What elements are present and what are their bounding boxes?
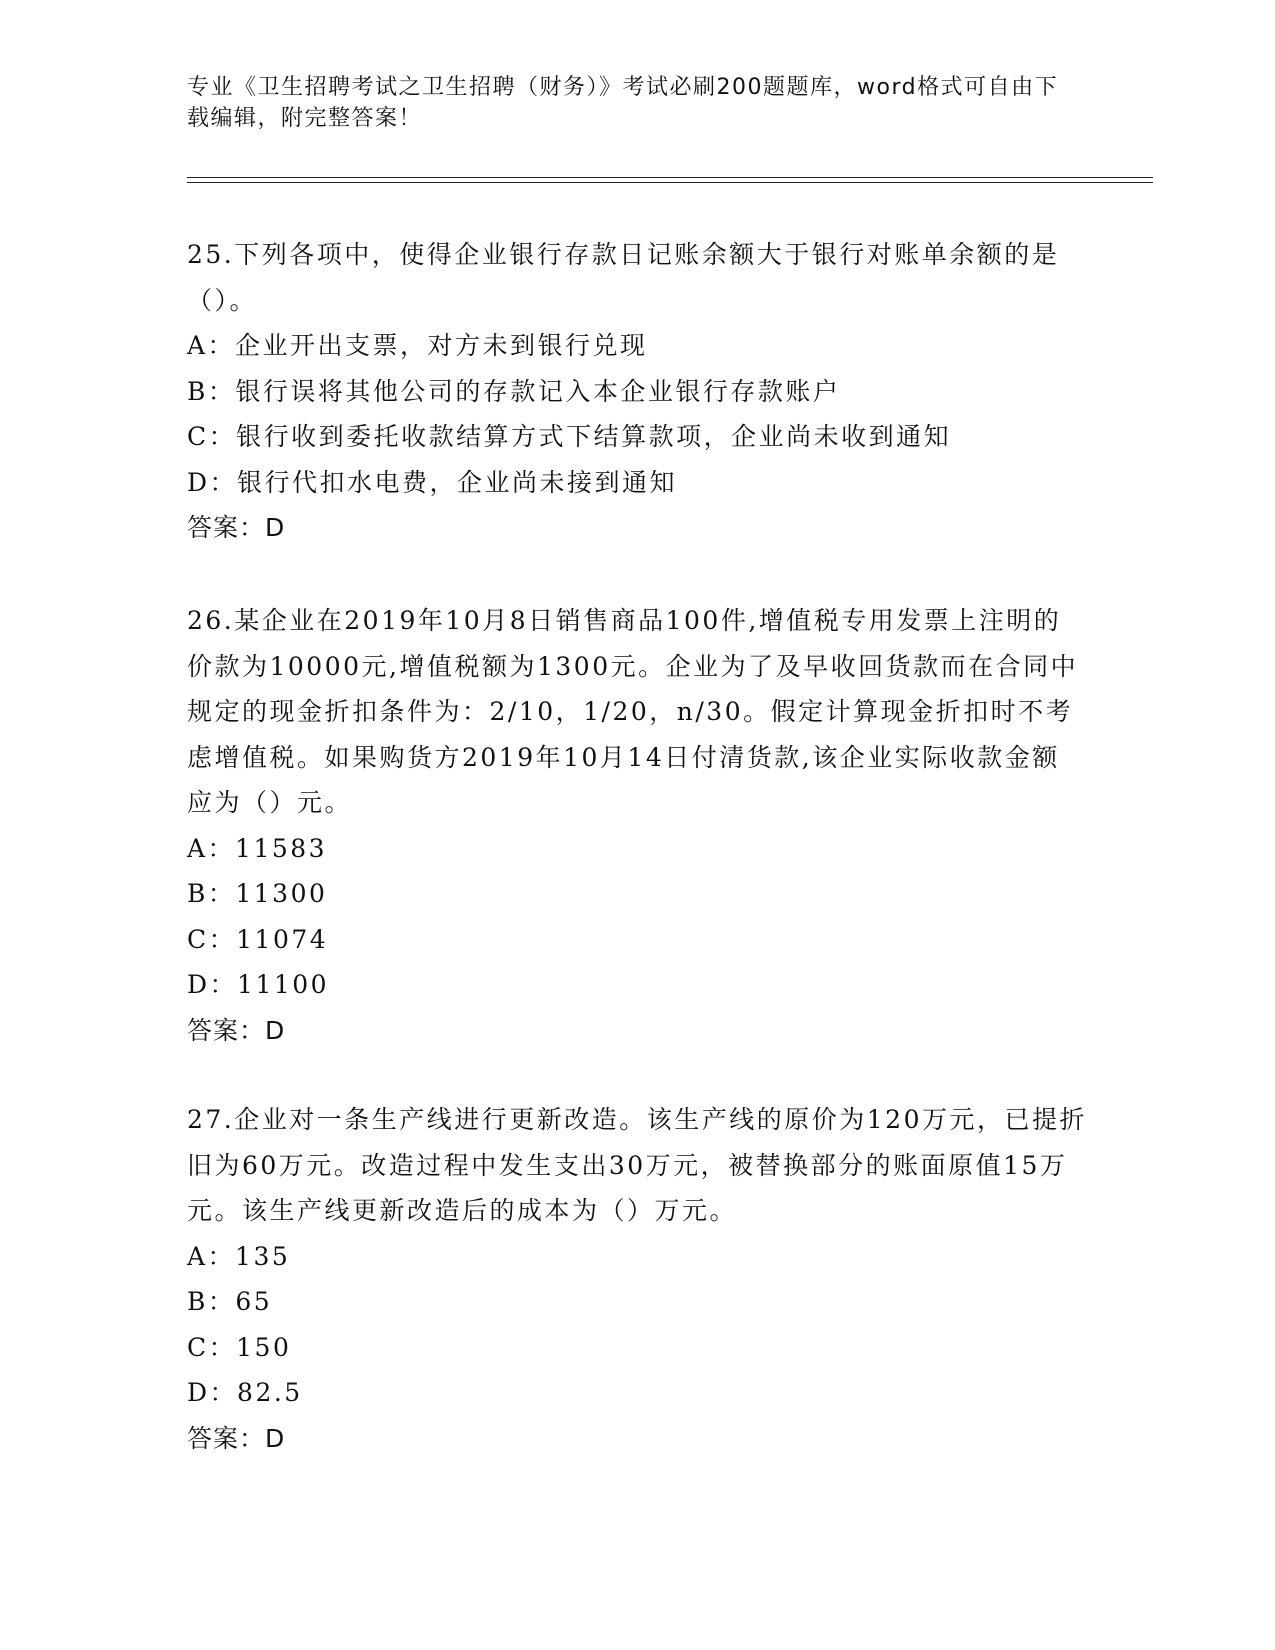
question-stem: 25.下列各项中，使得企业银行存款日记账余额大于银行对账单余额的是（）。: [187, 240, 1060, 315]
option-d: D：银行代扣水电费，企业尚未接到通知: [187, 467, 678, 497]
option-c: C：11074: [187, 924, 329, 954]
option-a: A：135: [187, 1241, 291, 1271]
question-25: [187, 232, 1087, 551]
answer-label: 答案：D: [187, 1423, 286, 1453]
option-b: B：银行误将其他公司的存款记入本企业银行存款账户: [187, 376, 841, 406]
question-stem: 27.企业对一条生产线进行更新改造。该生产线的原价为120万元，已提折旧为60万元。改造过程中发生支出30万元，被替换部分的账面原值15万元。该生产线更新改造后的成本为（）万元。: [187, 1105, 1087, 1225]
question-26: [187, 598, 1087, 1053]
header-divider-bottom: [187, 182, 1153, 183]
answer-label: 答案：D: [187, 513, 286, 542]
header-divider-top: [187, 177, 1153, 178]
option-d: D：11100: [187, 970, 330, 999]
document-header: 专业《卫生招聘考试之卫生招聘（财务）》考试必刷200题题库，word格式可自由下载编辑，附完整答案！: [187, 75, 1059, 131]
option-b: B：11300: [187, 879, 328, 908]
option-d: D：82.5: [187, 1378, 303, 1407]
question-27: [187, 1097, 1087, 1461]
question-stem: 26.某企业在2019年10月8日销售商品100件,增值税专用发票上注明的价款为10000元,增值税额为1300元。企业为了及早收回货款而在合同中规定的现金折扣条件为：2/10，1/20，n/30。假定计算现金折扣时不考虑增值税。如果购货方2019年10月14日付清货款,该企业实际收款金额应为（）元。: [187, 606, 1079, 817]
option-a: A：11583: [187, 833, 328, 863]
answer-label: 答案：D: [187, 1015, 286, 1045]
option-c: C：150: [187, 1332, 292, 1362]
option-c: C：银行收到委托收款结算方式下结算款项，企业尚未收到通知: [187, 422, 952, 451]
option-a: A：企业开出支票，对方未到银行兑现: [187, 331, 648, 360]
option-b: B：65: [187, 1287, 273, 1316]
